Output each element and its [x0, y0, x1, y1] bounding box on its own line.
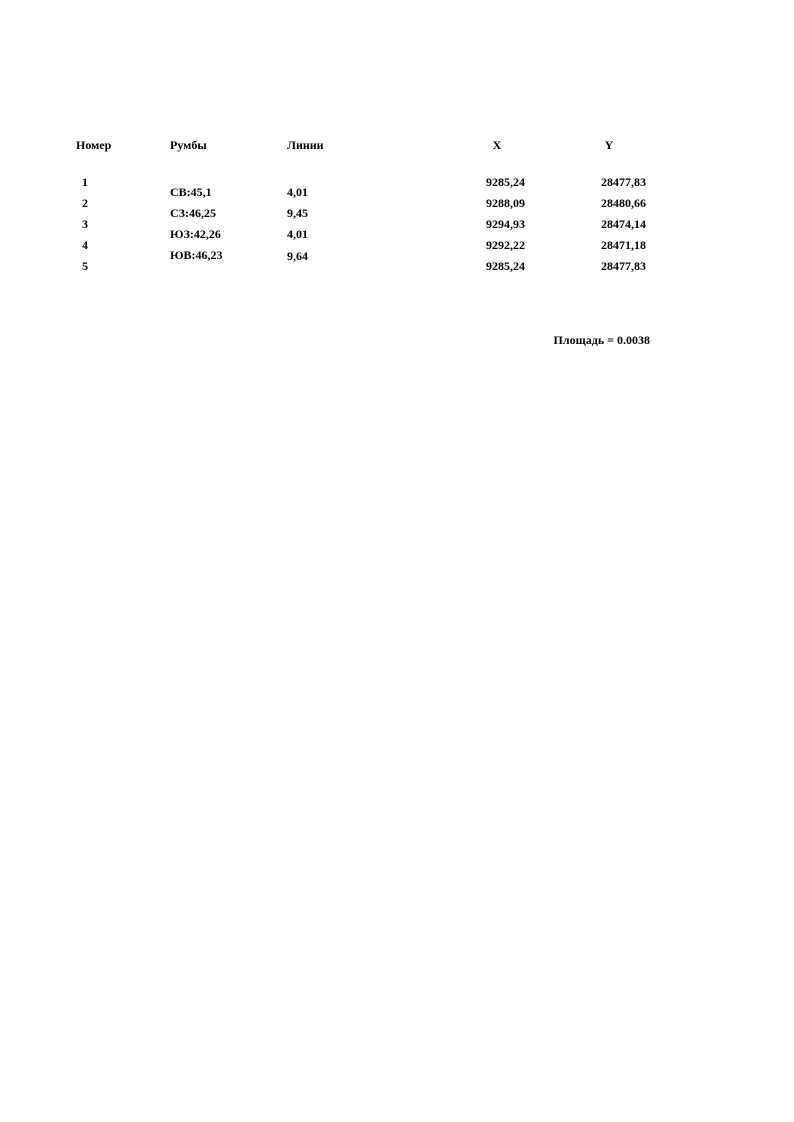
- header-lines: Линии: [287, 138, 324, 152]
- segment-length: 4,01: [287, 185, 308, 199]
- point-y: 28477,83: [601, 175, 646, 189]
- segment-bearing: СВ:45,1: [170, 185, 212, 199]
- header-y: Y: [604, 138, 614, 152]
- point-y: 28477,83: [601, 259, 646, 273]
- point-number: 2: [82, 196, 88, 210]
- point-y: 28474,14: [601, 217, 646, 231]
- point-number: 3: [82, 217, 88, 231]
- segment-length: 9,64: [287, 249, 308, 263]
- point-y: 28480,66: [601, 196, 646, 210]
- segment-length: 4,01: [287, 227, 308, 241]
- point-number: 5: [82, 259, 88, 273]
- point-x: 9292,22: [486, 238, 525, 252]
- area-result: Площадь = 0.0038: [553, 333, 650, 347]
- point-x: 9288,09: [486, 196, 525, 210]
- point-number: 4: [82, 238, 88, 252]
- segment-bearing: ЮВ:46,23: [170, 248, 223, 262]
- header-bearings: Румбы: [170, 138, 207, 152]
- point-x: 9294,93: [486, 217, 525, 231]
- point-x: 9285,24: [486, 175, 525, 189]
- segment-length: 9,45: [287, 206, 308, 220]
- segment-bearing: СЗ:46,25: [170, 206, 216, 220]
- point-y: 28471,18: [601, 238, 646, 252]
- header-number: Номер: [76, 138, 112, 152]
- point-number: 1: [82, 175, 88, 189]
- point-x: 9285,24: [486, 259, 525, 273]
- header-x: X: [492, 138, 502, 152]
- segment-bearing: ЮЗ:42,26: [170, 227, 221, 241]
